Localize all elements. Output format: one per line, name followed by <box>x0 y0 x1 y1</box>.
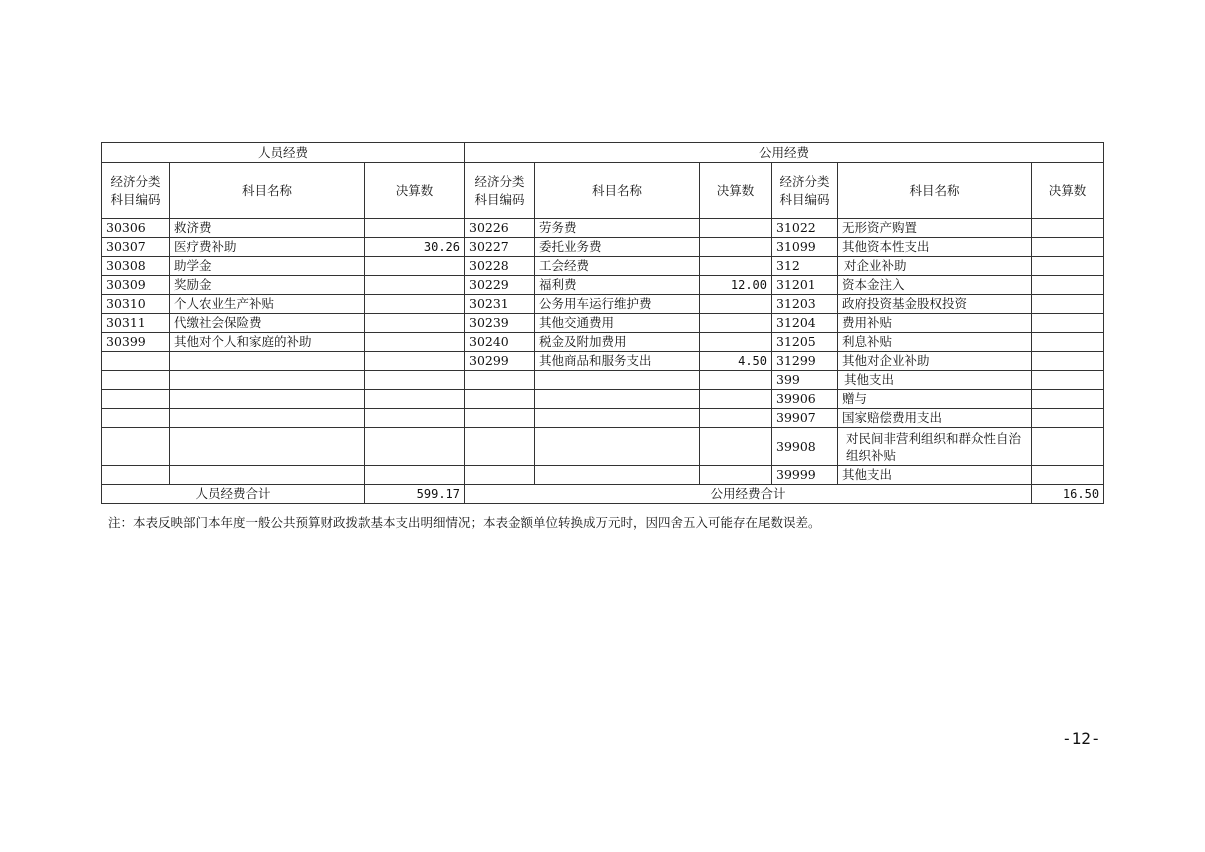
col-header-amount: 决算数 <box>365 163 465 219</box>
capital-code-cell: 31204 <box>772 314 838 333</box>
table-row <box>102 276 1104 295</box>
col-header-name: 科目名称 <box>838 163 1032 219</box>
capital-name-cell: 无形资产购置 <box>838 219 1032 238</box>
capital-name-cell: 其他支出 <box>838 371 1032 390</box>
table-row <box>102 219 1104 238</box>
personnel-name-cell <box>170 352 365 371</box>
capital-code-cell: 31201 <box>772 276 838 295</box>
personnel-amount-cell <box>365 219 465 238</box>
basic-expenditure-table <box>101 142 1104 504</box>
public-code-cell: 30229 <box>465 276 535 295</box>
personnel-name-cell <box>170 409 365 428</box>
personnel-code-cell <box>102 466 170 485</box>
personnel-amount-cell <box>365 428 465 466</box>
table-row <box>102 257 1104 276</box>
personnel-amount-cell <box>365 371 465 390</box>
capital-name-cell: 其他对企业补助 <box>838 352 1032 371</box>
public-name-cell <box>535 409 700 428</box>
personnel-amount-cell <box>365 390 465 409</box>
personnel-name-cell: 助学金 <box>170 257 365 276</box>
public-name-cell: 工会经费 <box>535 257 700 276</box>
capital-amount-cell <box>1032 352 1104 371</box>
personnel-name-cell <box>170 466 365 485</box>
personnel-code-cell: 30307 <box>102 238 170 257</box>
table-row <box>102 352 1104 371</box>
table-row <box>102 295 1104 314</box>
public-code-cell <box>465 409 535 428</box>
public-name-cell <box>535 390 700 409</box>
public-name-cell: 委托业务费 <box>535 238 700 257</box>
personnel-code-cell <box>102 390 170 409</box>
public-amount-cell <box>700 428 772 466</box>
capital-name-cell: 费用补贴 <box>838 314 1032 333</box>
capital-amount-cell <box>1032 257 1104 276</box>
personnel-amount-cell <box>365 295 465 314</box>
public-amount-cell <box>700 257 772 276</box>
table-row <box>102 238 1104 257</box>
personnel-code-cell: 30310 <box>102 295 170 314</box>
capital-code-cell: 39999 <box>772 466 838 485</box>
public-total-value: 16.50 <box>1032 485 1104 504</box>
personnel-amount-cell <box>365 333 465 352</box>
public-code-cell: 30240 <box>465 333 535 352</box>
capital-name-cell: 资本金注入 <box>838 276 1032 295</box>
public-code-cell <box>465 390 535 409</box>
public-amount-cell <box>700 219 772 238</box>
capital-amount-cell <box>1032 238 1104 257</box>
capital-name-cell: 对企业补助 <box>838 257 1032 276</box>
public-code-cell: 30231 <box>465 295 535 314</box>
capital-name-cell: 政府投资基金股权投资 <box>838 295 1032 314</box>
col-header-code: 经济分类科目编码 <box>465 163 535 219</box>
personnel-total-value: 599.17 <box>365 485 465 504</box>
personnel-code-cell: 30311 <box>102 314 170 333</box>
personnel-code-cell <box>102 371 170 390</box>
personnel-name-cell: 其他对个人和家庭的补助 <box>170 333 365 352</box>
public-name-cell: 劳务费 <box>535 219 700 238</box>
capital-code-cell: 31205 <box>772 333 838 352</box>
capital-code-cell: 31299 <box>772 352 838 371</box>
public-code-cell <box>465 371 535 390</box>
public-name-cell: 其他商品和服务支出 <box>535 352 700 371</box>
personnel-amount-cell <box>365 352 465 371</box>
table-row <box>102 314 1104 333</box>
public-amount-cell: 12.00 <box>700 276 772 295</box>
column-header-row <box>102 163 1104 219</box>
public-code-cell <box>465 428 535 466</box>
col-header-code: 经济分类科目编码 <box>772 163 838 219</box>
personnel-amount-cell <box>365 276 465 295</box>
personnel-name-cell: 医疗费补助 <box>170 238 365 257</box>
public-name-cell <box>535 466 700 485</box>
public-code-cell: 30239 <box>465 314 535 333</box>
capital-name-cell: 其他资本性支出 <box>838 238 1032 257</box>
personnel-group-header: 人员经费 <box>102 143 465 163</box>
public-name-cell: 税金及附加费用 <box>535 333 700 352</box>
personnel-amount-cell: 30.26 <box>365 238 465 257</box>
capital-amount-cell <box>1032 276 1104 295</box>
public-amount-cell <box>700 371 772 390</box>
personnel-name-cell <box>170 390 365 409</box>
public-amount-cell <box>700 314 772 333</box>
capital-name-cell: 对民间非营利组织和群众性自治组织补贴 <box>838 428 1032 466</box>
public-group-header: 公用经费 <box>465 143 1104 163</box>
col-header-amount: 决算数 <box>1032 163 1104 219</box>
col-header-name: 科目名称 <box>170 163 365 219</box>
group-header-row <box>102 143 1104 163</box>
col-header-name: 科目名称 <box>535 163 700 219</box>
personnel-code-cell: 30306 <box>102 219 170 238</box>
public-amount-cell <box>700 295 772 314</box>
personnel-code-cell: 30308 <box>102 257 170 276</box>
capital-name-cell: 国家赔偿费用支出 <box>838 409 1032 428</box>
personnel-name-cell: 奖励金 <box>170 276 365 295</box>
public-code-cell: 30226 <box>465 219 535 238</box>
public-code-cell: 30228 <box>465 257 535 276</box>
public-amount-cell: 4.50 <box>700 352 772 371</box>
capital-code-cell: 31022 <box>772 219 838 238</box>
table-footnote: 注：本表反映部门本年度一般公共预算财政拨款基本支出明细情况；本表金额单位转换成万元时，因四舍五入可能存在尾数误差。 <box>108 515 821 530</box>
capital-name-cell: 其他支出 <box>838 466 1032 485</box>
capital-code-cell: 39907 <box>772 409 838 428</box>
personnel-code-cell: 30399 <box>102 333 170 352</box>
capital-code-cell: 31203 <box>772 295 838 314</box>
page-number: -12- <box>1062 729 1101 748</box>
capital-code-cell: 312 <box>772 257 838 276</box>
public-amount-cell <box>700 409 772 428</box>
public-code-cell: 30299 <box>465 352 535 371</box>
table-row <box>102 333 1104 352</box>
personnel-amount-cell <box>365 257 465 276</box>
capital-amount-cell <box>1032 333 1104 352</box>
personnel-amount-cell <box>365 314 465 333</box>
personnel-code-cell: 30309 <box>102 276 170 295</box>
totals-row <box>102 485 1104 504</box>
public-code-cell <box>465 466 535 485</box>
capital-name-cell: 利息补贴 <box>838 333 1032 352</box>
personnel-name-cell: 救济费 <box>170 219 365 238</box>
public-name-cell: 公务用车运行维护费 <box>535 295 700 314</box>
capital-amount-cell <box>1032 390 1104 409</box>
public-name-cell <box>535 371 700 390</box>
public-amount-cell <box>700 390 772 409</box>
capital-name-cell: 赠与 <box>838 390 1032 409</box>
capital-amount-cell <box>1032 428 1104 466</box>
public-amount-cell <box>700 238 772 257</box>
capital-amount-cell <box>1032 371 1104 390</box>
capital-code-cell: 31099 <box>772 238 838 257</box>
personnel-code-cell <box>102 409 170 428</box>
table-row <box>102 428 1104 466</box>
capital-amount-cell <box>1032 466 1104 485</box>
capital-code-cell: 39908 <box>772 428 838 466</box>
table-row <box>102 466 1104 485</box>
capital-code-cell: 399 <box>772 371 838 390</box>
capital-code-cell: 39906 <box>772 390 838 409</box>
capital-amount-cell <box>1032 219 1104 238</box>
personnel-total-label: 人员经费合计 <box>102 485 365 504</box>
capital-amount-cell <box>1032 409 1104 428</box>
public-name-cell: 其他交通费用 <box>535 314 700 333</box>
capital-amount-cell <box>1032 295 1104 314</box>
personnel-amount-cell <box>365 409 465 428</box>
public-code-cell: 30227 <box>465 238 535 257</box>
personnel-name-cell: 个人农业生产补贴 <box>170 295 365 314</box>
public-name-cell <box>535 428 700 466</box>
personnel-code-cell <box>102 428 170 466</box>
table-row <box>102 409 1104 428</box>
personnel-name-cell: 代缴社会保险费 <box>170 314 365 333</box>
public-amount-cell <box>700 466 772 485</box>
personnel-code-cell <box>102 352 170 371</box>
personnel-amount-cell <box>365 466 465 485</box>
public-amount-cell <box>700 333 772 352</box>
public-total-label: 公用经费合计 <box>465 485 1032 504</box>
table-row <box>102 390 1104 409</box>
capital-amount-cell <box>1032 314 1104 333</box>
col-header-code: 经济分类科目编码 <box>102 163 170 219</box>
personnel-name-cell <box>170 371 365 390</box>
table-row <box>102 371 1104 390</box>
col-header-amount: 决算数 <box>700 163 772 219</box>
personnel-name-cell <box>170 428 365 466</box>
public-name-cell: 福利费 <box>535 276 700 295</box>
